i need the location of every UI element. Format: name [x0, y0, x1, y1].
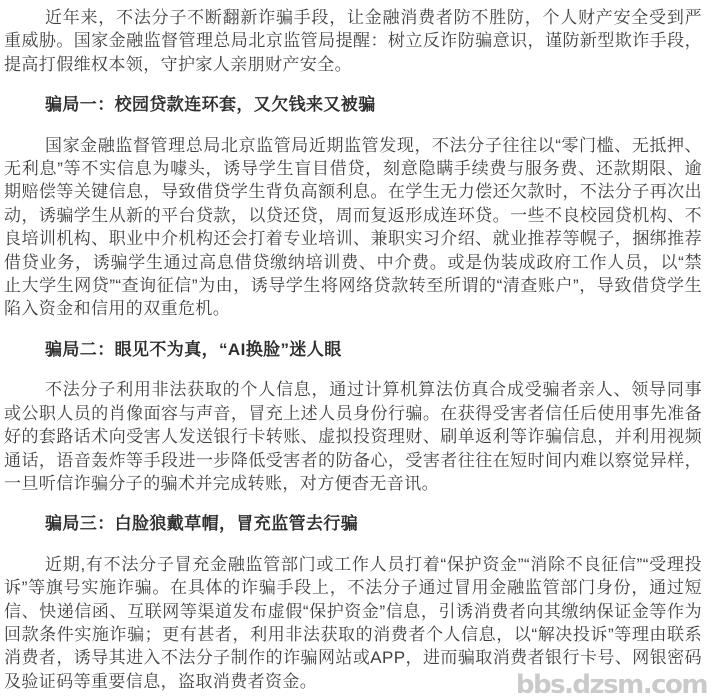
section-3-body: 近期,有不法分子冒充金融监管部门或工作人员打着“保护资金”“消除不良征信”“受理投诉”等旗号实施诈骗。在具体的诈骗手段上，不法分子通过冒用金融监管部门身份，通过短信、快递信函、互联网等渠道发布虚假“保护资金”信息，引诱消费者向其缴纳保证金等作为回款条件实施诈骗；更有甚者，利用非法获取的消费者个人信息，以“解决投诉”等理由联系消费者，诱导其进入不法分子制作的诈骗网站或APP，进而骗取消费者银行卡号、网银密码及验证码等重要信息，盗取消费者资金。 — [4, 554, 702, 691]
site-watermark: bbs.dzsm.com — [515, 670, 707, 699]
section-2-heading: 骗局二：眼见不为真，“AI换脸”迷人眼 — [45, 339, 342, 359]
section-1-heading: 骗局一：校园贷款连环套，又欠钱来又被骗 — [45, 95, 376, 115]
section-1-body: 国家金融监督管理总局北京监管局近期监管发现，不法分子往往以“零门槛、无抵押、无利息”等不实信息为噱头，诱导学生盲目借贷，刻意隐瞒手续费与服务费、还款期限、逾期赔偿等关键信息，导致借贷学生背负高额利息。在学生无力偿还欠款时，不法分子再次出动，诱骗学生从新的平台贷款，以贷还贷，周而复返形成连环贷。一些不良校园贷机构、不良培训机构、职业中介机构还会打着专业培训、兼职实习介绍、就业推荐等幌子，捆绑推荐借贷业务，诱骗学生通过高息借贷缴纳培训费、中介费。或是伪装成政府工作人员，以“禁止大学生网贷”“查询征信”为由，诱导学生将网络贷款转至所谓的“清查账户”，导致借贷学生陷入资金和信用的双重危机。 — [4, 135, 702, 319]
intro-paragraph: 近年来，不法分子不断翻新诈骗手段，让金融消费者防不胜防，个人财产安全受到严重威胁。国家金融监督管理总局北京监管局提醒：树立反诈防骗意识，谨防新型欺诈手段，提高打假维权本领，守护家人亲朋财产安全。 — [4, 8, 702, 74]
section-3-heading: 骗局三：白脸狼戴草帽，冒充监管去行骗 — [45, 514, 359, 534]
section-2-body: 不法分子利用非法获取的个人信息，通过计算机算法仿真合成受骗者亲人、领导同事或公职人员的肖像面容与声音，冒充上述人员身份行骗。在获得受害者信任后使用事先准备好的套路话术向受害人发送银行卡转账、虚拟投资理财、刷单返利等诈骗信息，并利用视频通话，语音轰炸等手段进一步降低受害者的防备心，受害者往往在短时间内难以察觉异样，一旦听信诈骗分子的骗术并完成转账，对方便杳无音讯。 — [4, 380, 702, 493]
